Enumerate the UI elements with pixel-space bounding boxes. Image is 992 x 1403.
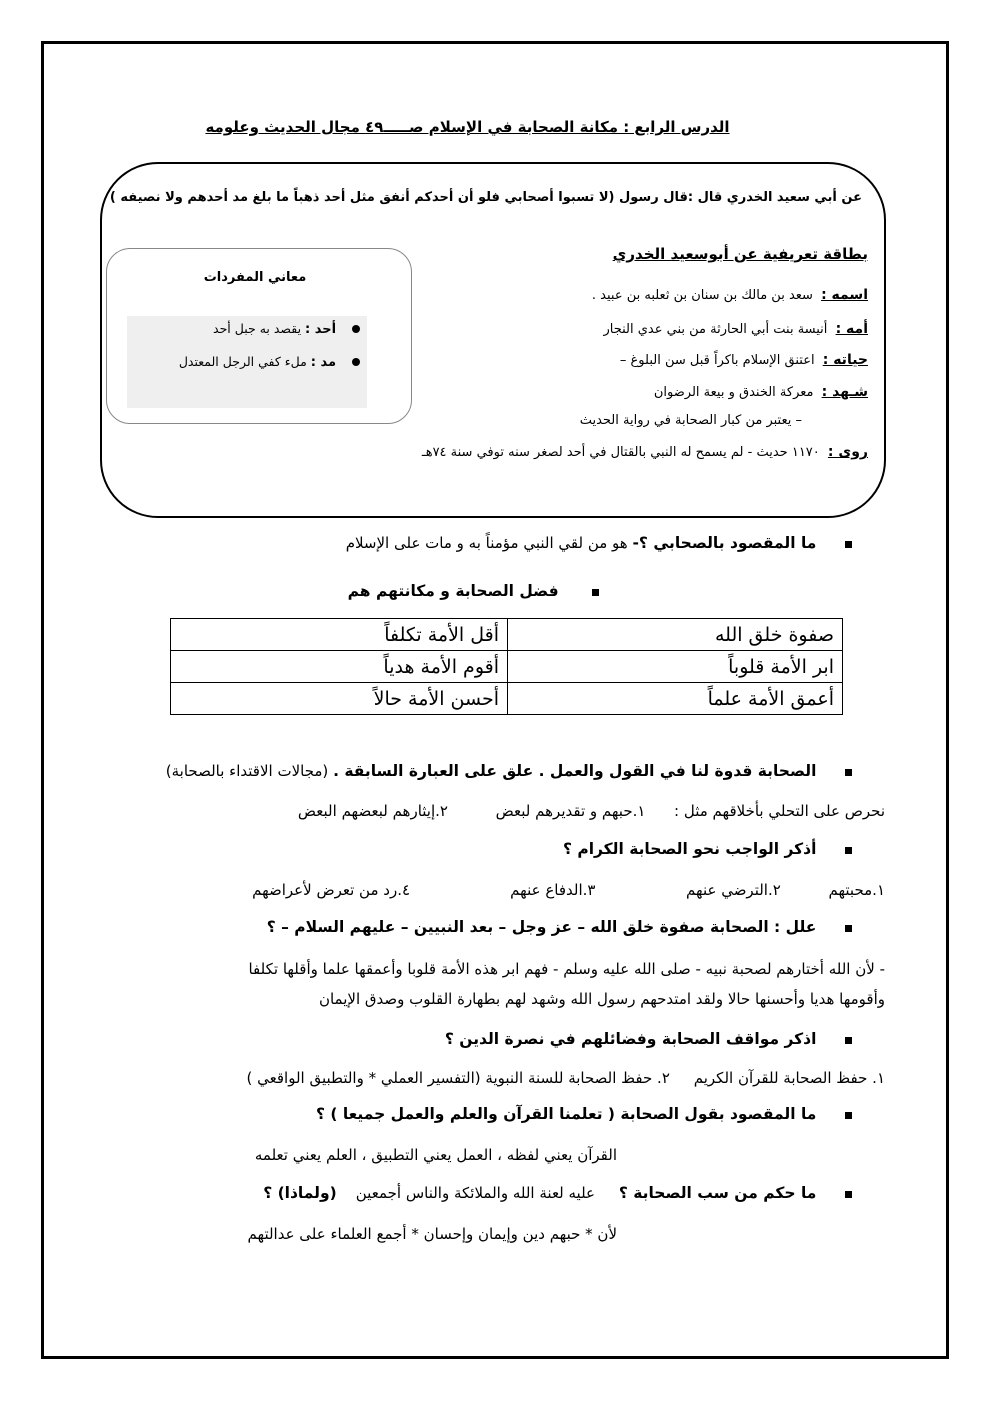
question-saying <box>316 1105 852 1123</box>
answer-item: ٤.رد من تعرض لأعراضهم <box>252 881 411 899</box>
bio-mother-row <box>603 321 868 337</box>
table-cell: أقل الأمة تكلفاً <box>171 619 508 651</box>
bullet-square-icon <box>845 1037 852 1044</box>
table-cell: صفوة خلق الله <box>508 619 843 651</box>
answer-item: ١. حفظ الصحابة للقرآن الكريم <box>693 1069 885 1087</box>
vocabulary-item <box>213 321 360 337</box>
bio-life-label: حياته : <box>822 352 868 368</box>
bio-witnessed-row <box>654 384 868 400</box>
bio-narrated-value: ١١٧٠ حديث - لم يسمح له النبي بالقتال في أحد لصغر سنه توفي سنة ٧٤هـ <box>421 445 820 460</box>
virtues-heading: فضل الصحابة و مكانتهم هم <box>347 582 559 600</box>
vocabulary-meaning: ملء كفي الرجل المعتدل <box>178 354 307 369</box>
answer-reason-line-1: - لأن الله أختارهم لصحبة نبيه - صلى الله عليه وسلم - فهم ابر هذه الأمة قلوبا وأعمقها علما وأقلها تكلفا <box>248 960 885 978</box>
bio-witnessed-label: شـهد : <box>821 384 868 400</box>
answer-role-model <box>298 802 885 820</box>
question-ruling <box>263 1184 852 1202</box>
answer-text: هو من لقي النبي مؤمناً به و مات على الإسلام <box>345 534 628 552</box>
bullet-dot-icon <box>352 325 360 333</box>
question-why: (ولماذا) ؟ <box>263 1184 337 1202</box>
table-row <box>171 683 843 715</box>
answer-item: ١.محبتهم <box>828 881 885 899</box>
question-label: ما المقصود بقول الصحابة ( تعلمنا القرآن والعلم والعمل جميعا ) ؟ <box>315 1105 817 1123</box>
answer-item: ٣.الدفاع عنهم <box>510 881 596 899</box>
bullet-square-icon <box>845 847 852 854</box>
answer-intro: نحرص على التحلي بأخلاقهم مثل : <box>674 802 885 820</box>
answer-stances <box>247 1069 885 1087</box>
bullet-square-icon <box>845 541 852 548</box>
answer-item: ٢. حفظ الصحابة للسنة النبوية (التفسير العملي * والتطبيق الواقعي ) <box>246 1069 670 1087</box>
bullet-square-icon <box>845 769 852 776</box>
bullet-square-icon <box>845 925 852 932</box>
question-label: الصحابة قدوة لنا في القول والعمل . علق على العبارة السابقة . <box>333 762 817 780</box>
lesson-title: الدرس الرابع : مكانة الصحابة في الإسلام صـــــ٤٩ مجال الحديث وعلومه <box>205 118 730 136</box>
hadith-text: عن أبي سعيد الخدري قال :قال رسول (لا تسبوا أصحابي فلو أن أحدكم أنفق مثل أحد ذهباً ما بلغ مد أحدهم ولا نصيفه ) <box>109 190 862 205</box>
bio-life-value: اعتنق الإسلام باكراً قبل سن البلوغ – <box>619 353 815 368</box>
table-cell: أعمق الأمة علماً <box>508 683 843 715</box>
question-companion-definition <box>346 534 852 552</box>
question-stances <box>445 1030 852 1048</box>
table-cell: أقوم الأمة هدياً <box>171 651 508 683</box>
bullet-square-icon <box>592 589 599 596</box>
vocabulary-word: أحد : <box>305 322 337 337</box>
vocabulary-meaning: يقصد به جبل أحد <box>213 321 302 336</box>
answer-saying: القرآن يعني لفظه ، العمل يعني التطبيق ، العلم يعني تعلمه <box>254 1146 617 1164</box>
question-label: أذكر الواجب نحو الصحابة الكرام ؟ <box>562 840 817 858</box>
question-label: ما حكم من سب الصحابة ؟ <box>618 1184 817 1202</box>
bio-life-row <box>620 352 868 368</box>
table-cell: ابر الأمة قلوباً <box>508 651 843 683</box>
answer-duty <box>252 881 885 899</box>
bio-name-row <box>592 287 868 303</box>
bullet-dot-icon <box>352 358 360 366</box>
bullet-square-icon <box>845 1191 852 1198</box>
question-note: (مجالات الاقتداء بالصحابة) <box>165 762 329 780</box>
answer-item: ٢.إيثارهم لبعضهم البعض <box>297 802 448 820</box>
virtues-table <box>170 618 843 715</box>
answer-reason-line-2: وأقومها هديا وأحسنها حالا ولقد امتدحهم رسول الله وشهد لهم بطهارة القلوب وصدق الإيمان <box>318 990 885 1008</box>
vocabulary-word: مد : <box>310 355 337 370</box>
question-label: ما المقصود بالصحابي ؟- <box>632 534 817 552</box>
bio-card-title: بطاقة تعريفية عن أبوسعيد الخدري <box>612 245 868 263</box>
bio-name-value: سعد بن مالك بن سنان بن ثعلبه بن عبيد . <box>591 288 813 303</box>
answer-item: ٢.الترضي عنهم <box>686 881 781 899</box>
question-label: علل : الصحابة صفوة خلق الله – عز وجل – بعد النبيين – عليهم السلام – ؟ <box>266 918 817 936</box>
bio-narrated-row <box>422 444 868 460</box>
vocabulary-title: معاني المفردات <box>203 270 307 285</box>
table-row <box>171 651 843 683</box>
question-label: اذكر مواقف الصحابة وفضائلهم في نصرة الدين ؟ <box>444 1030 817 1048</box>
answer-ruling-reason: لأن * حبهم دين وإيمان وإحسان * أجمع العلماء على عدالتهم <box>247 1225 617 1243</box>
bio-mother-label: أمه : <box>835 321 868 337</box>
bio-witnessed-value: معركة الخندق و بيعة الرضوان <box>653 385 814 400</box>
bio-mother-value: أنيسة بنت أبي الحارثة من بني عدي النجار <box>603 322 828 337</box>
question-reason <box>267 918 852 936</box>
table-row <box>171 619 843 651</box>
table-cell: أحسن الأمة حالاً <box>171 683 508 715</box>
bio-name-label: اسمه : <box>821 287 868 303</box>
bio-narrated-label: روى : <box>827 444 868 460</box>
answer-item: ١.حبهم و تقديرهم لبعض <box>495 802 646 820</box>
virtues-heading-row <box>348 582 599 600</box>
answer-text: عليه لعنة الله والملائكة والناس أجمعين <box>355 1184 595 1202</box>
question-duty <box>563 840 852 858</box>
question-role-model <box>166 762 852 780</box>
vocabulary-item <box>179 354 360 370</box>
bio-note: – يعتبر من كبار الصحابة في رواية الحديث <box>579 413 802 428</box>
bullet-square-icon <box>845 1112 852 1119</box>
